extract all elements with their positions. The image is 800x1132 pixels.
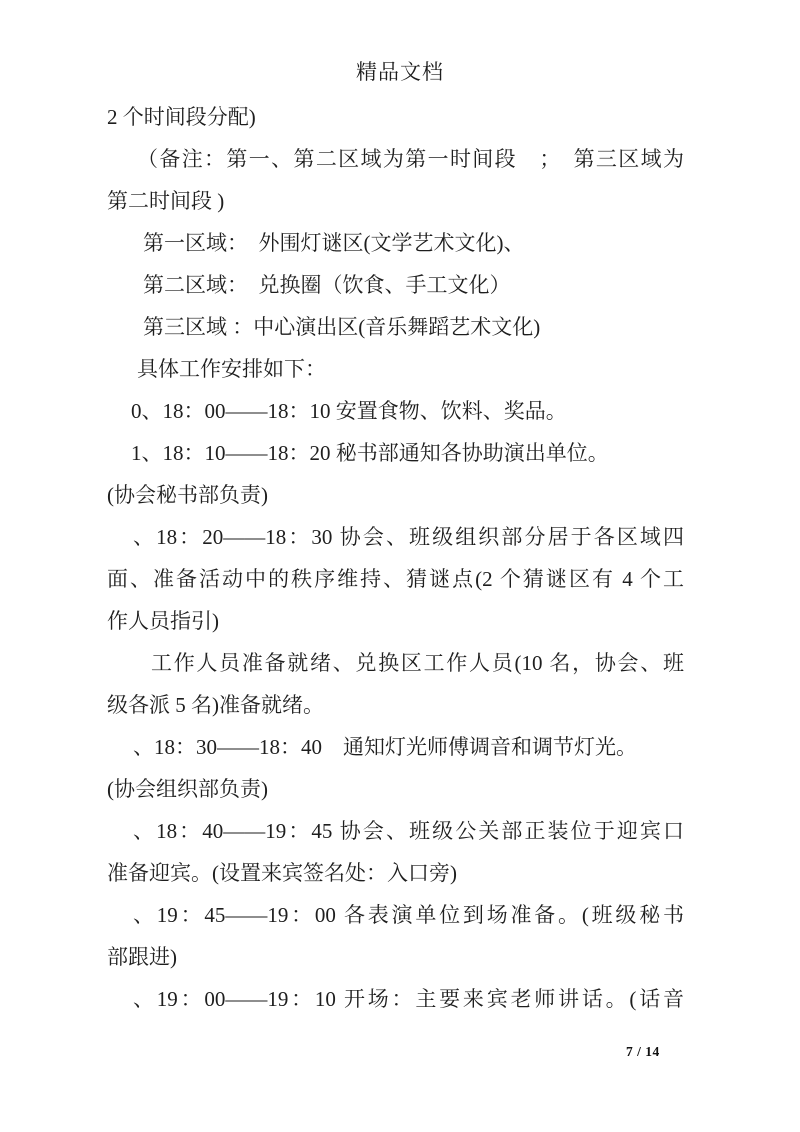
page-number: 7 / 14 [626, 1044, 660, 1059]
text-line: 1、18：10——18：20 秘书部通知各协助演出单位。 [131, 441, 609, 465]
text-line: (协会组织部负责) [107, 777, 268, 801]
text-line: (协会秘书部负责) [107, 483, 268, 507]
text-line: 工作人员准备就绪、兑换区工作人员(10 名，协会、班 [151, 651, 684, 675]
text-line: （备注：第一、第二区域为第一时间段 ； 第三区域为 [137, 147, 684, 171]
text-line: 部跟进) [107, 945, 177, 969]
text-line: 、19：45——19：00 各表演单位到场准备。(班级秘书 [133, 903, 684, 927]
text-line: 第二区域： 兑换圈（饮食、手工文化） [143, 273, 511, 297]
text-line: 2 个时间段分配) [107, 105, 256, 129]
text-line: 、18：40——19：45 协会、班级公关部正装位于迎宾口 [133, 819, 684, 843]
page-header-title: 精品文档 [356, 60, 444, 84]
text-line: 第一区域： 外围灯谜区(文学艺术文化)、 [143, 231, 525, 255]
text-line: 0、18：00——18：10 安置食物、饮料、奖品。 [131, 399, 567, 423]
text-line: 级各派 5 名)准备就绪。 [107, 693, 324, 717]
text-line: 、18：30——18：40 通知灯光师傅调音和调节灯光。 [133, 735, 637, 759]
document-body [107, 96, 684, 1020]
text-line: 、19：00——19：10 开场：主要来宾老师讲话。(话音 [133, 987, 684, 1011]
text-line: 第三区域 ：中心演出区(音乐舞蹈艺术文化) [143, 315, 541, 339]
text-line: 作人员指引) [107, 609, 219, 633]
text-line: 第二时间段 ) [107, 189, 225, 213]
text-line: 具体工作安排如下： [137, 357, 326, 381]
text-line: 准备迎宾。(设置来宾签名处：入口旁) [107, 861, 457, 885]
text-line: 、18：20——18：30 协会、班级组织部分居于各区域四 [133, 525, 684, 549]
text-line: 面、准备活动中的秩序维持、猜谜点(2 个猜谜区有 4 个工 [107, 567, 684, 591]
